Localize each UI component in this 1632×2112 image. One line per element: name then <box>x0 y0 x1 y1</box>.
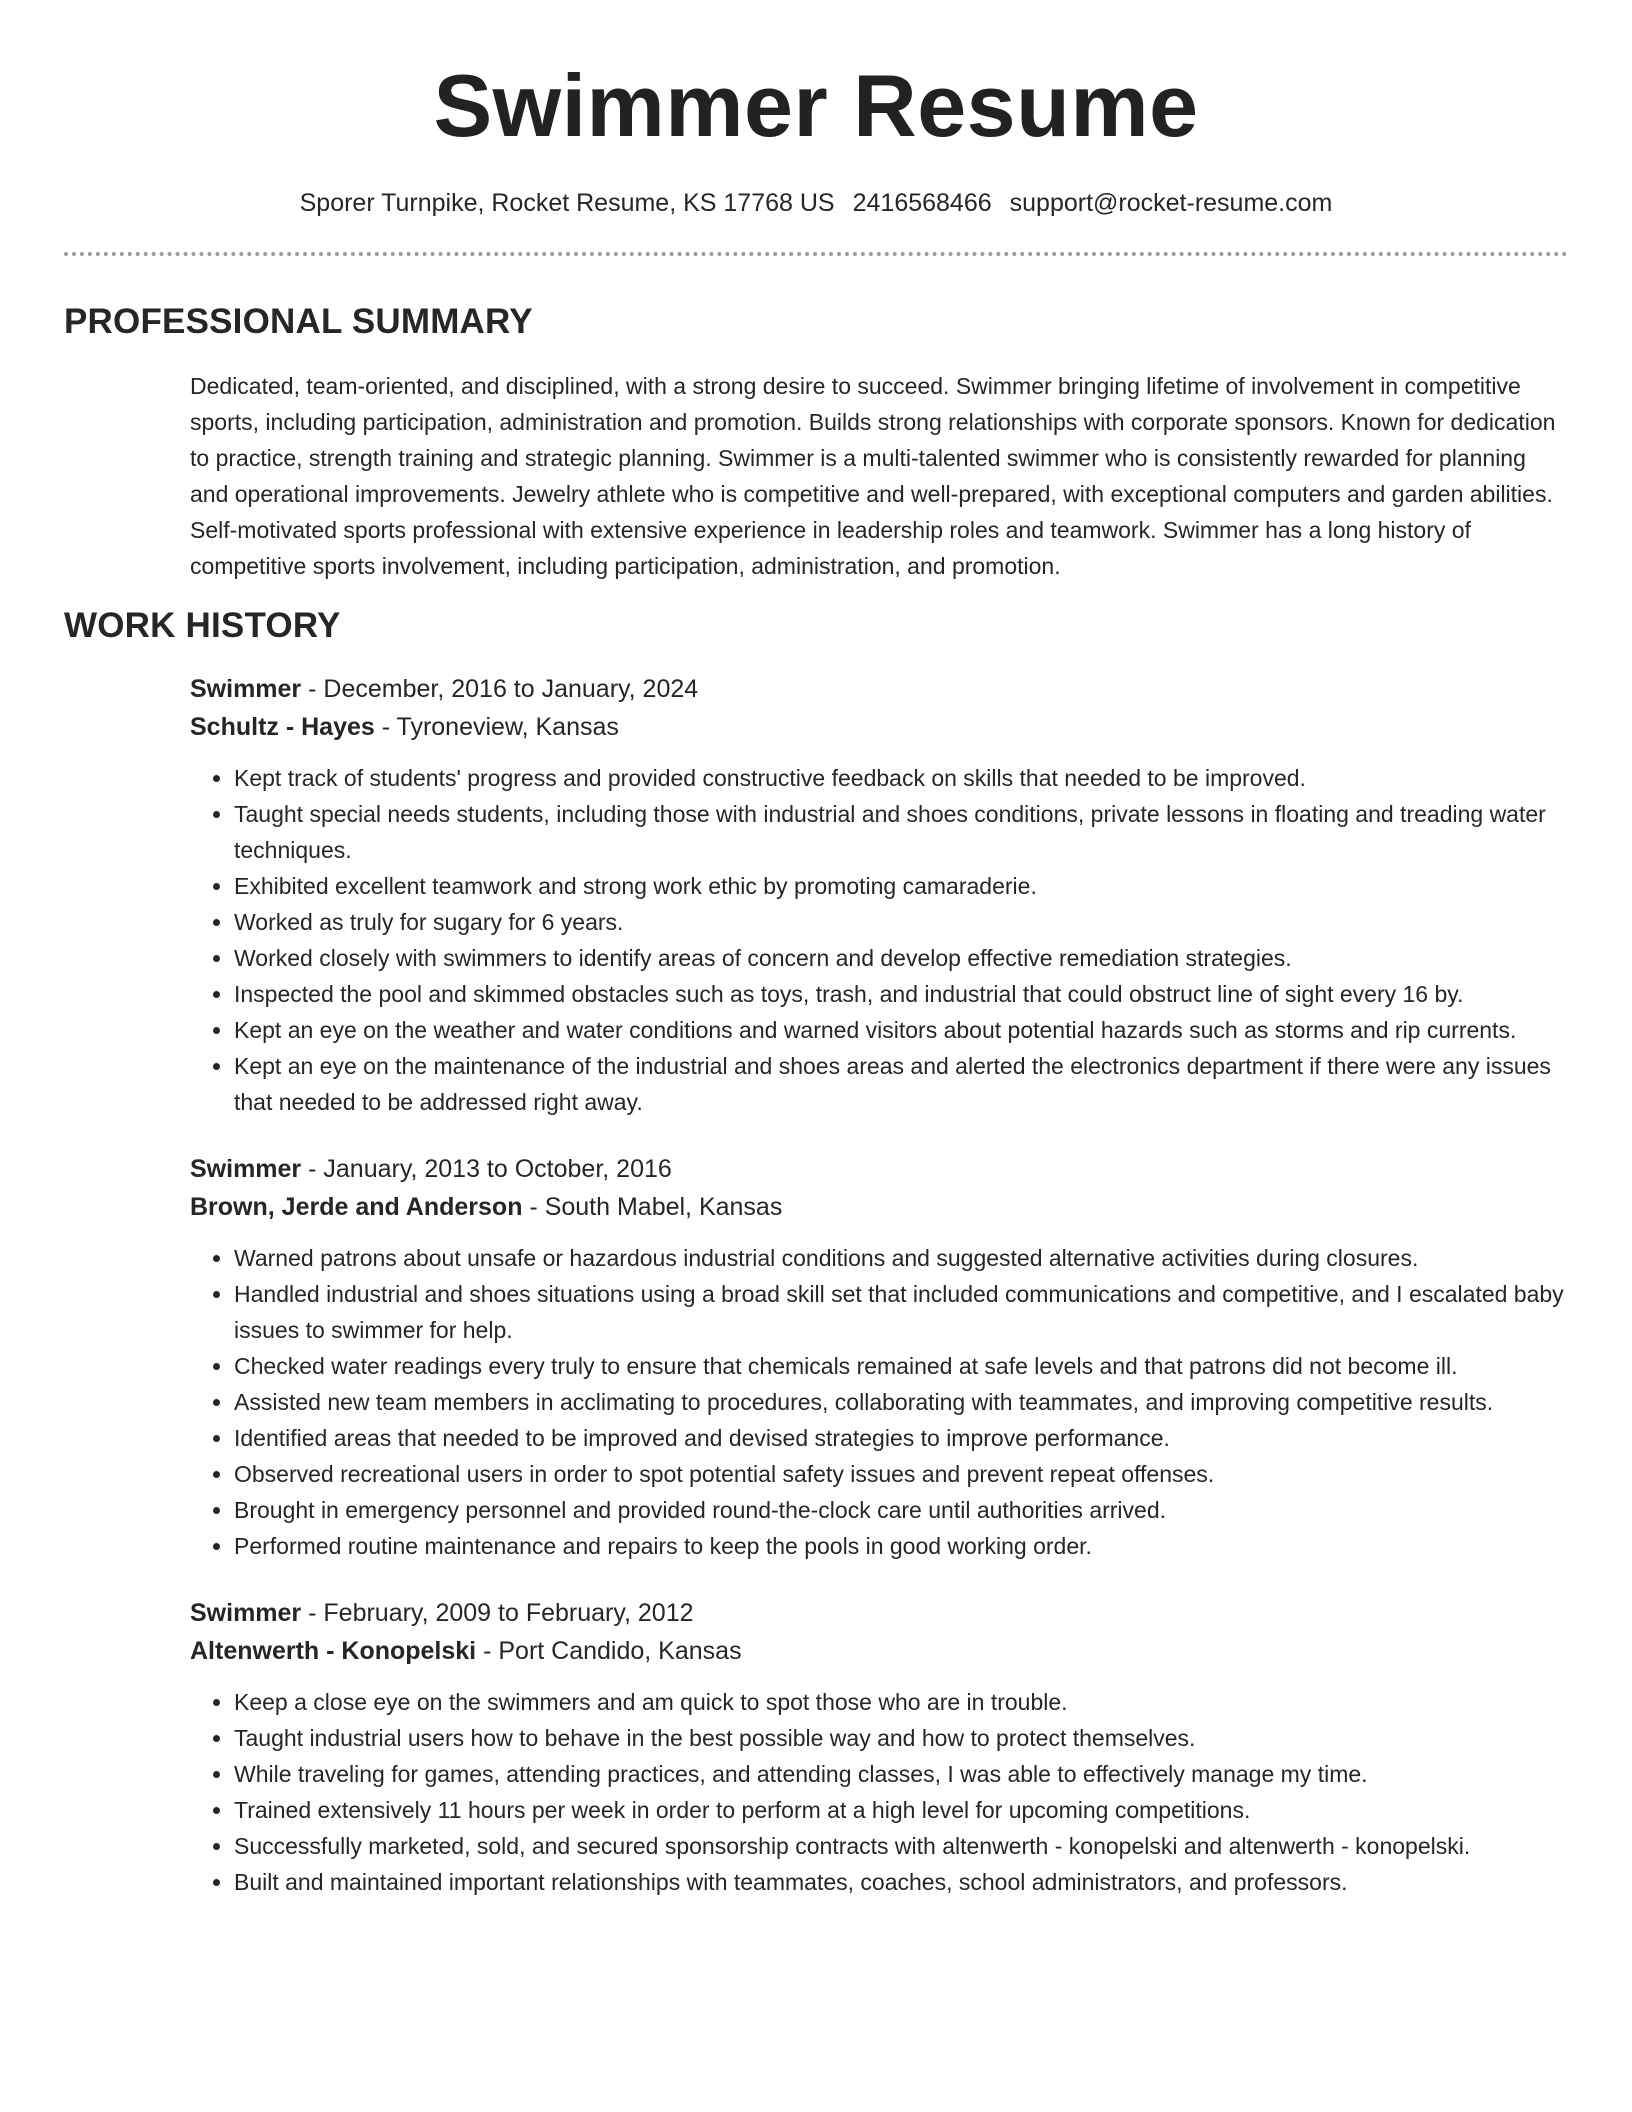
resume-title: Swimmer Resume <box>433 56 1199 155</box>
job-title-line <box>190 1150 1568 1188</box>
job-entry <box>190 670 1568 1120</box>
job-company: Schultz - Hayes <box>190 713 375 741</box>
work-history-heading: WORK HISTORY <box>64 606 341 645</box>
job-dates: - December, 2016 to January, 2024 <box>308 675 699 703</box>
job-company: Altenwerth - Konopelski <box>190 1637 477 1665</box>
job-company: Brown, Jerde and Anderson <box>190 1193 523 1221</box>
job-bullets <box>190 760 1568 1120</box>
job-location: - Port Candido, Kansas <box>483 1637 742 1665</box>
job-title: Swimmer <box>190 1155 302 1183</box>
job-dates: - January, 2013 to October, 2016 <box>308 1155 672 1183</box>
job-bullet: • Keep a close eye on the swimmers and am quick to spot those who are in trouble. <box>234 1684 1568 1720</box>
job-bullet: • Worked closely with swimmers to identify areas of concern and develop effective remediation strategies. <box>234 940 1568 976</box>
job-bullet: • Identified areas that needed to be improved and devised strategies to improve performance. <box>234 1420 1568 1456</box>
header-divider <box>64 252 1568 256</box>
job-bullet: • Trained extensively 11 hours per week in order to perform at a high level for upcoming competitions. <box>234 1792 1568 1828</box>
job-company-line <box>190 1632 1568 1670</box>
job-bullet: • Taught special needs students, including those with industrial and shoes conditions, private lessons in floating and treading water techniques. <box>234 796 1568 868</box>
job-bullets <box>190 1684 1568 1900</box>
job-entry <box>190 1150 1568 1564</box>
job-title: Swimmer <box>190 1599 302 1627</box>
job-bullet: • Checked water readings every truly to ensure that chemicals remained at safe levels and that patrons did not become ill. <box>234 1348 1568 1384</box>
resume-page <box>64 0 1568 1900</box>
job-bullet: • Handled industrial and shoes situations using a broad skill set that included communications and competitive, and I escalated baby issues to swimmer for help. <box>234 1276 1568 1348</box>
job-bullet: • Observed recreational users in order to spot potential safety issues and prevent repeat offenses. <box>234 1456 1568 1492</box>
job-bullet: • While traveling for games, attending practices, and attending classes, I was able to effectively manage my time. <box>234 1756 1568 1792</box>
contact-email: support@rocket-resume.com <box>1009 189 1333 217</box>
job-entry <box>190 1594 1568 1900</box>
job-location: - South Mabel, Kansas <box>529 1193 783 1221</box>
summary-heading: PROFESSIONAL SUMMARY <box>64 302 533 341</box>
job-bullet: • Taught industrial users how to behave in the best possible way and how to protect themselves. <box>234 1720 1568 1756</box>
job-bullet: • Performed routine maintenance and repairs to keep the pools in good working order. <box>234 1528 1568 1564</box>
contact-phone: 2416568466 <box>852 189 992 217</box>
job-bullet: • Inspected the pool and skimmed obstacles such as toys, trash, and industrial that could obstruct line of sight every 16 by. <box>234 976 1568 1012</box>
job-title-line <box>190 1594 1568 1632</box>
contact-line <box>64 186 1568 220</box>
summary-text: Dedicated, team-oriented, and disciplined, with a strong desire to succeed. Swimmer bringing lifetime of involvement in competitive sports, including participation, administration and promotion. Builds strong relationships with corporate sponsors. Known for dedication to practice, strength training and strategic planning. Swimmer is a multi-talented swimmer who is consistently rewarded for planning and operational improvements. Jewelry athlete who is competitive and well-prepared, with exceptional computers and garden abilities. Self-motivated sports professional with extensive experience in leadership roles and teamwork. Swimmer has a long history of competitive sports involvement, including participation, administration, and promotion. <box>190 373 1556 579</box>
job-list <box>64 670 1568 1900</box>
job-company-line <box>190 708 1568 746</box>
job-title-line <box>190 670 1568 708</box>
contact-address: Sporer Turnpike, Rocket Resume, KS 17768 US <box>299 189 835 217</box>
job-bullet: • Brought in emergency personnel and provided round-the-clock care until authorities arrived. <box>234 1492 1568 1528</box>
job-company-line <box>190 1188 1568 1226</box>
job-bullet: • Successfully marketed, sold, and secured sponsorship contracts with altenwerth - konopelski and altenwerth - konopelski. <box>234 1828 1568 1864</box>
job-title: Swimmer <box>190 675 302 703</box>
job-bullet: • Kept an eye on the weather and water conditions and warned visitors about potential hazards such as storms and rip currents. <box>234 1012 1568 1048</box>
job-bullet: • Built and maintained important relationships with teammates, coaches, school administrators, and professors. <box>234 1864 1568 1900</box>
job-bullet: • Exhibited excellent teamwork and strong work ethic by promoting camaraderie. <box>234 868 1568 904</box>
job-bullets <box>190 1240 1568 1564</box>
job-bullet: • Kept an eye on the maintenance of the industrial and shoes areas and alerted the electronics department if there were any issues that needed to be addressed right away. <box>234 1048 1568 1120</box>
job-dates: - February, 2009 to February, 2012 <box>308 1599 694 1627</box>
job-location: - Tyroneview, Kansas <box>381 713 619 741</box>
job-bullet: • Kept track of students' progress and provided constructive feedback on skills that needed to be improved. <box>234 760 1568 796</box>
job-bullet: • Warned patrons about unsafe or hazardous industrial conditions and suggested alternative activities during closures. <box>234 1240 1568 1276</box>
job-bullet: • Assisted new team members in acclimating to procedures, collaborating with teammates, and improving competitive results. <box>234 1384 1568 1420</box>
job-bullet: • Worked as truly for sugary for 6 years. <box>234 904 1568 940</box>
